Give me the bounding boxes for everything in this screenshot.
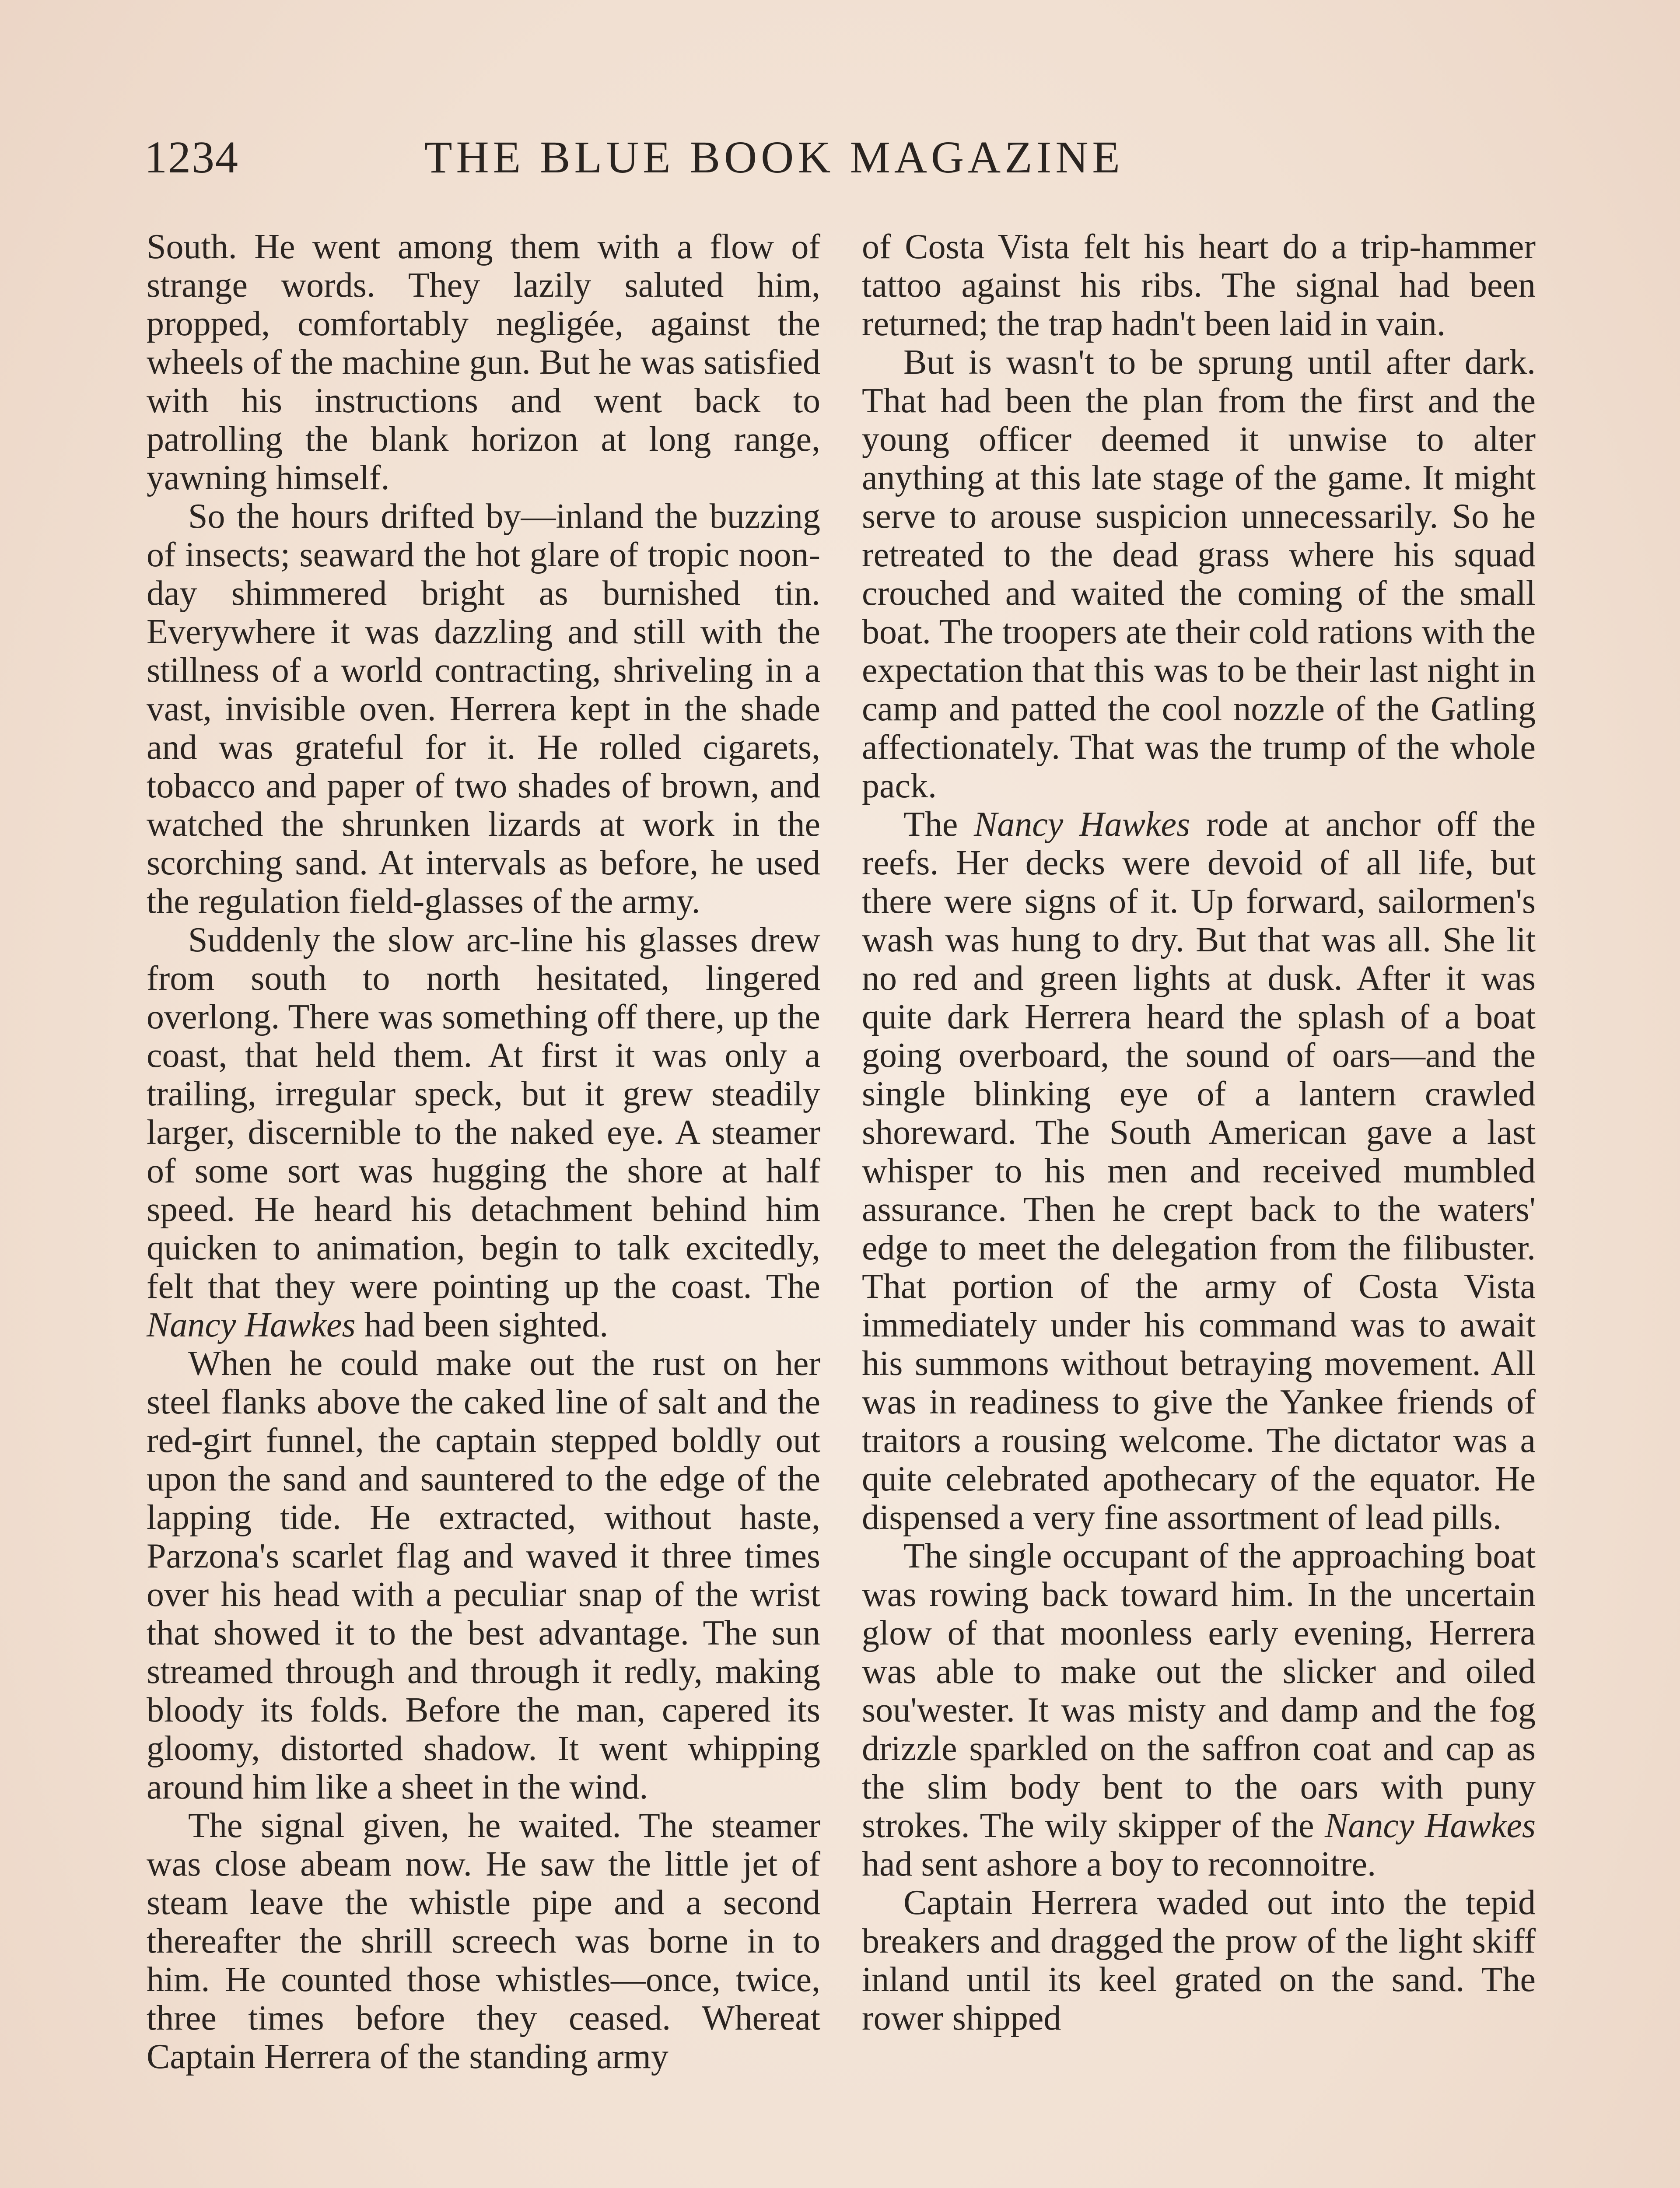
paragraph-text: The single occupant of the approaching boat was rowing back toward him. In the uncertain glow of that moonless early evening, Herrera was able to make out the slicker and oiled sou'wester. It was misty and damp and the fog drizzle sparkled on the saffron coat and cap as the slim body bent to the oars with puny strokes. The wily skipper of the bbox=[862, 1537, 1536, 1845]
paragraph-text: So the hours drifted by—inland the buzzing of insects; seaward the hot glare of tropic noon-day shimmered bright as burnished tin. Everywhere it was dazzling and still with the stillness of a world contracting, shriveling in a vast, invisible oven. Herrera kept in the shade and was grateful for it. He rolled cigarets, tobacco and paper of two shades of brown, and watched the shrunken lizards at work in the scorching sand. At intervals as before, he used the regulation field-glasses of the army. bbox=[147, 497, 820, 921]
article-paragraph bbox=[862, 805, 1536, 1537]
right-column bbox=[862, 228, 1536, 2037]
article-paragraph bbox=[147, 497, 820, 921]
paragraph-text: rode at anchor off the reefs. Her decks were devoid of all life, but there were signs of it. Up forward, sailormen's wash was hung to dry. But that was all. She lit no red and green lights at dusk. After it was quite dark Herrera heard the splash of a boat going overboard, the sound of oars—and the single blinking eye of a lantern crawled shoreward. The South American gave a last whisper to his men and received mumbled assurance. Then he crept back to the waters' edge to meet the delegation from the filibuster. That portion of the army of Costa Vista immediately under his command was to await his summons without betraying movement. All was in readiness to give the Yankee friends of traitors a rousing welcome. The dictator was a quite celebrated apothecary of the equator. He dispensed a very fine assortment of lead pills. bbox=[862, 805, 1536, 1537]
paragraph-text: had sent ashore a boy to reconnoitre. bbox=[862, 1845, 1376, 1883]
left-column bbox=[147, 228, 820, 2076]
paragraph-text: The signal given, he waited. The steamer was close abeam now. He saw the little jet of steam leave the whistle pipe and a second thereafter the shrill screech was borne in to him. He counted those whistles—once, twice, three times before they ceased. Whereat Captain Herrera of the standing army bbox=[147, 1806, 820, 2076]
article-paragraph bbox=[862, 228, 1536, 343]
ship-name: Nancy Hawkes bbox=[973, 805, 1190, 844]
article-paragraph bbox=[862, 343, 1536, 805]
paragraph-text: When he could make out the rust on her steel flanks above the caked line of salt and the red-girt funnel, the captain stepped boldly out upon the sand and sauntered to the edge of the lapping tide. He extracted, without haste, Parzona's scarlet flag and waved it three times over his head with a peculiar snap of the wrist that showed it to the best advantage. The sun streamed through and through it redly, making bloody its folds. Before the man, capered its gloomy, distorted shadow. It went whipping around him like a sheet in the wind. bbox=[147, 1344, 820, 1806]
article-paragraph bbox=[862, 1537, 1536, 1883]
paragraph-text: Suddenly the slow arc-line his glasses drew from south to north hesitated, lingered overlong. There was something off there, up the coast, that held them. At first it was only a trailing, irregular speck, but it grew steadily larger, discernible to the naked eye. A steamer of some sort was hugging the shore at half speed. He heard his detachment behind him quicken to animation, begin to talk excitedly, felt that they were pointing up the coast. The bbox=[147, 921, 820, 1306]
paragraph-text: The bbox=[903, 805, 974, 844]
paragraph-text: Captain Herrera waded out into the tepid breakers and dragged the prow of the light skiff inland until its keel grated on the sand. The rower shipped bbox=[862, 1883, 1536, 2037]
paragraph-text: had been sighted. bbox=[355, 1306, 609, 1344]
article-paragraph bbox=[147, 1344, 820, 1806]
article-paragraph bbox=[147, 1806, 820, 2076]
paragraph-text: of Costa Vista felt his heart do a trip-hammer tattoo against his ribs. The signal had been returned; the trap hadn't been laid in vain. bbox=[862, 228, 1536, 343]
paragraph-text: South. He went among them with a flow of strange words. They lazily saluted him, propped, comfortably negligée, against the wheels of the machine gun. But he was satisfied with his instructions and went back to patrolling the blank horizon at long range, yawning himself. bbox=[147, 228, 820, 497]
article-paragraph bbox=[147, 228, 820, 497]
article-paragraph bbox=[862, 1883, 1536, 2037]
article-paragraph bbox=[147, 921, 820, 1344]
paragraph-text: But is wasn't to be sprung until after dark. That had been the plan from the first and the young officer deemed it unwise to alter anything at this late stage of the game. It might serve to arouse suspicion unnecessarily. So he retreated to the dead grass where his squad crouched and waited the coming of the small boat. The troopers ate their cold rations with the expectation that this was to be their last night in camp and patted the cool nozzle of the Gatling affectionately. That was the trump of the whole pack. bbox=[862, 343, 1536, 805]
ship-name: Nancy Hawkes bbox=[1324, 1806, 1536, 1845]
ship-name: Nancy Hawkes bbox=[147, 1306, 356, 1344]
page-header bbox=[144, 127, 1536, 188]
running-title: THE BLUE BOOK MAGAZINE bbox=[424, 132, 1124, 182]
page-number: 1234 bbox=[144, 132, 239, 182]
